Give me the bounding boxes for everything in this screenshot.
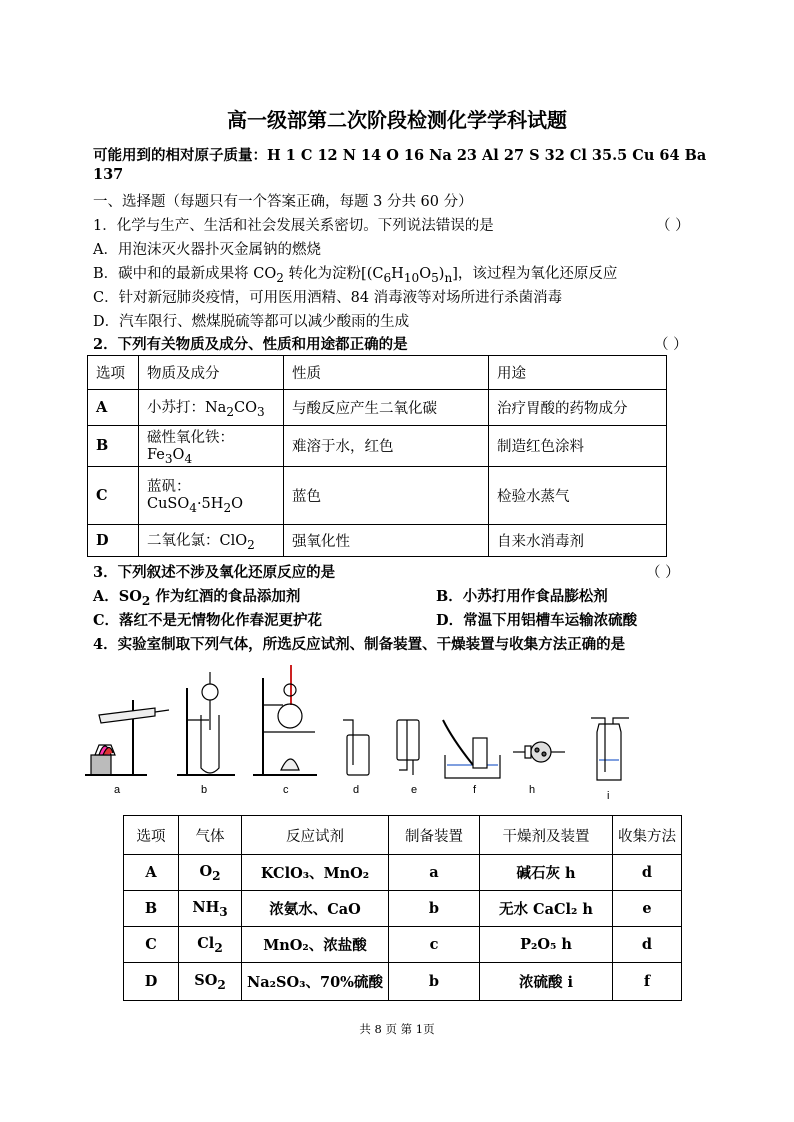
q4-row-gas: $NH_3$ [179, 891, 242, 927]
apparatus-figure [85, 660, 685, 805]
q2-header-option: 选项 [88, 356, 139, 390]
q4-row-reagent: MnO₂、浓盐酸 [242, 927, 389, 963]
section-heading: 一、选择题（每题只有一个答案正确，每题 3 分共 60 分） [93, 194, 473, 210]
q4-row-prep: b [389, 963, 480, 1001]
apparatus-label-d: d [353, 784, 360, 796]
q4-header-dryer: 干燥剂及装置 [480, 816, 613, 855]
q4-header-gas: 气体 [179, 816, 242, 855]
q3-stem: 3．下列叙述不涉及氧化还原反应的是 [93, 564, 336, 581]
q3-option-d: D．常温下用铝槽车运输浓硫酸 [436, 612, 638, 629]
table-row [124, 963, 682, 1001]
q4-header-reagent: 反应试剂 [242, 816, 389, 855]
q3-option-c: C．落红不是无情物化作春泥更护花 [93, 612, 323, 629]
apparatus-e [397, 720, 419, 775]
q4-row-reagent: Na₂SO₃、70%硫酸 [242, 963, 389, 1001]
q4-table [123, 815, 682, 1001]
table-row [88, 426, 667, 467]
q4-row-prep: b [389, 891, 480, 927]
q4-row-collect: f [613, 963, 682, 1001]
q4-row-option: C [124, 927, 179, 963]
q4-row-option: A [124, 855, 179, 891]
q2-header-property: 性质 [284, 356, 489, 390]
q4-header-collect: 收集方法 [613, 816, 682, 855]
q4-row-option: D [124, 963, 179, 1001]
q4-row-dryer: P₂O₅ h [480, 927, 613, 963]
q4-row-prep: c [389, 927, 480, 963]
q4-header-prep: 制备装置 [389, 816, 480, 855]
apparatus-i [591, 718, 629, 780]
apparatus-b [177, 672, 235, 775]
q2-row-substance: 小苏打：$Na_2CO_3$ [139, 390, 284, 426]
table-row [124, 855, 682, 891]
q2-row-use: 检验水蒸气 [489, 466, 667, 524]
q4-row-option: B [124, 891, 179, 927]
q3-option-a: A．$SO_2$ 作为红酒的食品添加剂 [93, 588, 301, 608]
q1-option-c: C．针对新冠肺炎疫情，可用医用酒精、84 消毒液等对场所进行杀菌消毒 [93, 290, 563, 306]
q2-row-option: B [88, 426, 139, 467]
q4-row-collect: d [613, 855, 682, 891]
apparatus-label-h: h [529, 784, 536, 796]
q2-header-use: 用途 [489, 356, 667, 390]
q2-row-use: 治疗胃酸的药物成分 [489, 390, 667, 426]
q2-row-substance: 蓝矾： $CuSO_4\cdot 5H_2O$ [139, 466, 284, 524]
atomic-masses-line2: 137 [93, 166, 124, 183]
table-row [124, 927, 682, 963]
q4-stem: 4．实验室制取下列气体，所选反应试剂、制备装置、干燥装置与收集方法正确的是 [93, 636, 626, 653]
q2-row-use: 制造红色涂料 [489, 426, 667, 467]
q1-stem: 1．化学与生产、生活和社会发展关系密切。下列说法错误的是 [93, 218, 494, 234]
atomic-masses-line1: 可能用到的相对原子质量：H 1 C 12 N 14 O 16 Na 23 Al 27 S 32 Cl 35.5 Cu 64 Ba [93, 147, 707, 164]
q2-row-use: 自来水消毒剂 [489, 524, 667, 556]
apparatus-f [443, 720, 500, 778]
q2-table-header [88, 356, 667, 390]
q2-row-property: 与酸反应产生二氧化碳 [284, 390, 489, 426]
apparatus-d [343, 720, 369, 775]
q2-header-substance: 物质及成分 [139, 356, 284, 390]
q3-option-b: B．小苏打用作食品膨松剂 [436, 588, 608, 605]
apparatus-h [513, 742, 565, 762]
apparatus-label-i: i [607, 790, 610, 802]
apparatus-label-e: e [411, 784, 418, 796]
q2-row-property: 蓝色 [284, 466, 489, 524]
page-title: 高一级部第二次阶段检测化学学科试题 [227, 108, 567, 132]
table-row [88, 466, 667, 524]
q4-row-dryer: 碱石灰 h [480, 855, 613, 891]
apparatus-label-b: b [201, 784, 208, 796]
q1-option-a: A．用泡沫灭火器扑灭金属钠的燃烧 [93, 242, 321, 258]
q2-row-option: D [88, 524, 139, 556]
q2-row-substance: 磁性氧化铁：$Fe_3O_4$ [139, 426, 284, 467]
q4-row-collect: d [613, 927, 682, 963]
table-row [124, 891, 682, 927]
q2-stem: 2．下列有关物质及成分、性质和用途都正确的是 [93, 336, 408, 353]
q3-answer-paren: （ ） [646, 565, 680, 581]
page-footer: 共 8 页 第 1页 [359, 1022, 435, 1036]
q4-row-gas: $Cl_2$ [179, 927, 242, 963]
q2-row-option: C [88, 466, 139, 524]
q2-row-substance: 二氧化氯：ClO$_2$ [139, 524, 284, 556]
q4-row-gas: $SO_2$ [179, 963, 242, 1001]
q4-row-reagent: 浓氨水、CaO [242, 891, 389, 927]
q2-row-property: 难溶于水，红色 [284, 426, 489, 467]
q2-row-property: 强氧化性 [284, 524, 489, 556]
q4-row-dryer: 无水 CaCl₂ h [480, 891, 613, 927]
apparatus-label-c: c [283, 784, 289, 796]
apparatus-a [85, 700, 169, 775]
q4-row-prep: a [389, 855, 480, 891]
q4-row-collect: e [613, 891, 682, 927]
q1-option-b: B．碳中和的最新成果将 $CO_2$ 转化为淀粉$[(C_6H_{10}O_5)_n]$，该过程为氧化还原反应 [93, 266, 618, 285]
table-row [88, 390, 667, 426]
apparatus-c [253, 665, 317, 775]
apparatus-label-f: f [473, 784, 477, 796]
q2-answer-paren: （ ） [654, 337, 688, 353]
q4-row-gas: $O_2$ [179, 855, 242, 891]
q4-header-option: 选项 [124, 816, 179, 855]
q4-row-dryer: 浓硫酸 i [480, 963, 613, 1001]
q4-table-header [124, 816, 682, 855]
q4-row-reagent: KClO₃、MnO₂ [242, 855, 389, 891]
table-row [88, 524, 667, 556]
q2-row-option: A [88, 390, 139, 426]
q1-option-d: D．汽车限行、燃煤脱硫等都可以减少酸雨的生成 [93, 314, 410, 330]
q2-table [87, 355, 667, 557]
q1-answer-paren: （ ） [656, 218, 690, 234]
apparatus-label-a: a [114, 784, 121, 796]
